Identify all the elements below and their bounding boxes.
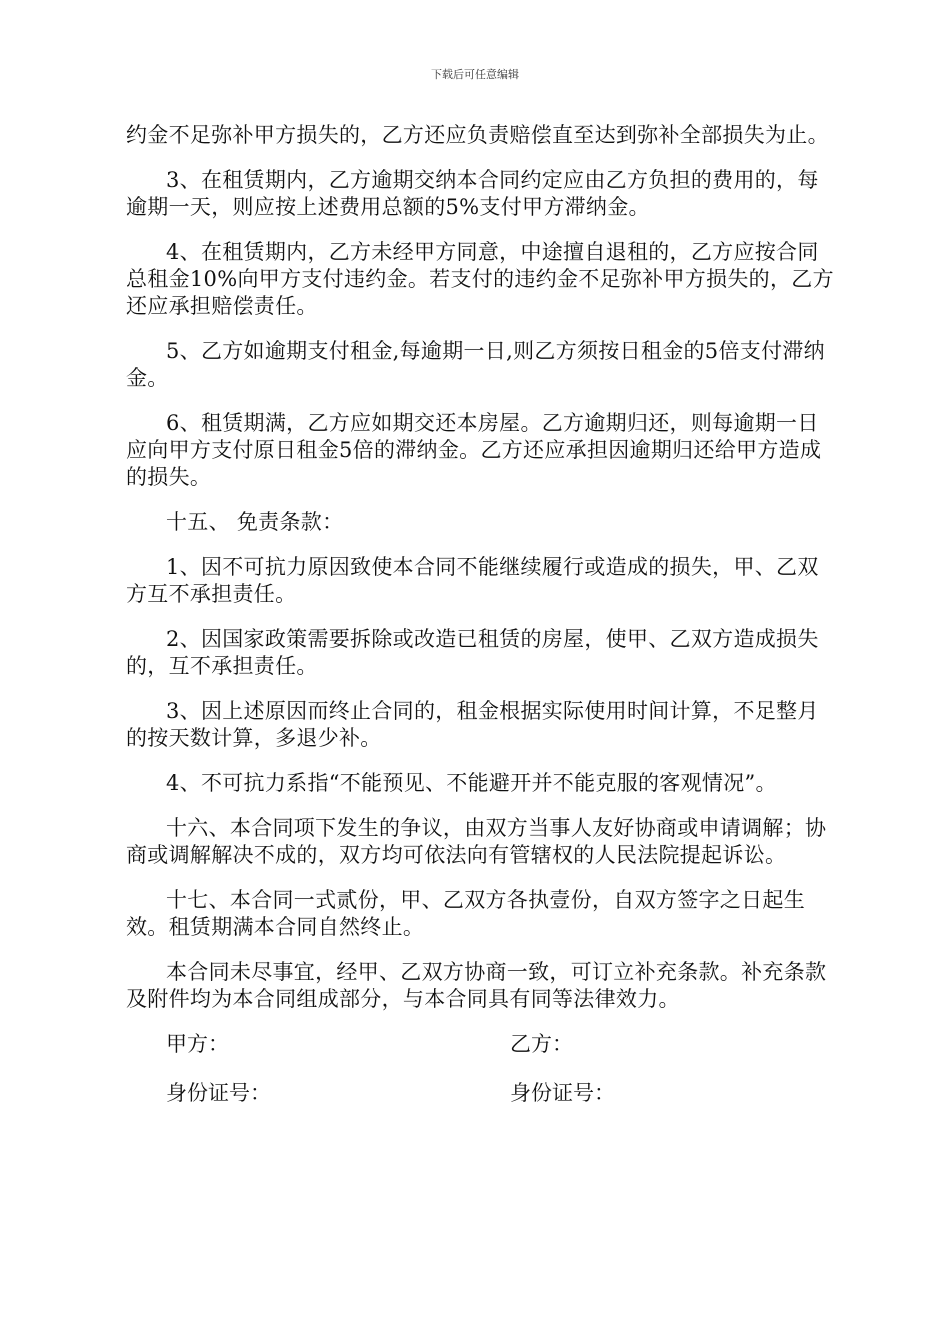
paragraph-6: 1、因不可抗力原因致使本合同不能继续履行或造成的损失，甲、乙双方互不承担责任。: [126, 555, 819, 606]
party-b-label: 乙方：: [510, 1032, 573, 1056]
paragraph-1: 3、在租赁期内，乙方逾期交纳本合同约定应由乙方负担的费用的，每逾期一天，则应按上述费用总额的5%支付甲方滞纳金。: [126, 168, 819, 219]
paragraph-2: 4、在租赁期内，乙方未经甲方同意，中途擅自退租的，乙方应按合同总租金10%向甲方支付违约金。若支付的违约金不足弥补甲方损失的，乙方还应承担赔偿责任。: [126, 240, 834, 318]
paragraph-9: 4、不可抗力系指“不能预见、不能避开并不能克服的客观情况”。: [166, 771, 777, 795]
paragraph-0: 约金不足弥补甲方损失的，乙方还应负责赔偿直至达到弥补全部损失为止。: [126, 123, 829, 147]
paragraph-8: 3、因上述原因而终止合同的，租金根据实际使用时间计算，不足整月的按天数计算，多退少补。: [126, 699, 819, 750]
paragraph-10: 十六、本合同项下发生的争议，由双方当事人友好协商或申请调解；协商或调解解决不成的，双方均可依法向有管辖权的人民法院提起诉讼。: [126, 816, 827, 867]
paragraph-4: 6、租赁期满，乙方应如期交还本房屋。乙方逾期归还，则每逾期一日应向甲方支付原日租金5倍的滞纳金。乙方还应承担因逾期归还给甲方造成的损失。: [126, 411, 822, 489]
paragraph-3: 5、乙方如逾期支付租金,每逾期一日,则乙方须按日租金的5倍支付滞纳金。: [126, 339, 825, 390]
id-number-a-label: 身份证号：: [166, 1081, 271, 1105]
signature-row-parties: [126, 1031, 838, 1058]
party-a-label: 甲方：: [166, 1032, 229, 1056]
contract-body: [126, 122, 838, 1129]
paragraph-12: 本合同未尽事宜，经甲、乙双方协商一致，可订立补充条款。补充条款及附件均为本合同组成部分，与本合同具有同等法律效力。: [126, 960, 827, 1011]
page-header: 下载后可任意编辑: [431, 68, 519, 81]
paragraph-7: 2、因国家政策需要拆除或改造已租赁的房屋，使甲、乙双方造成损失的，互不承担责任。: [126, 627, 819, 678]
id-number-b-label: 身份证号：: [510, 1081, 615, 1105]
signature-row-ids: [126, 1080, 838, 1107]
paragraph-11: 十七、本合同一式贰份，甲、乙双方各执壹份，自双方签字之日起生效。租赁期满本合同自然终止。: [126, 888, 805, 939]
section-heading-15: 十五、 免责条款：: [166, 510, 344, 534]
